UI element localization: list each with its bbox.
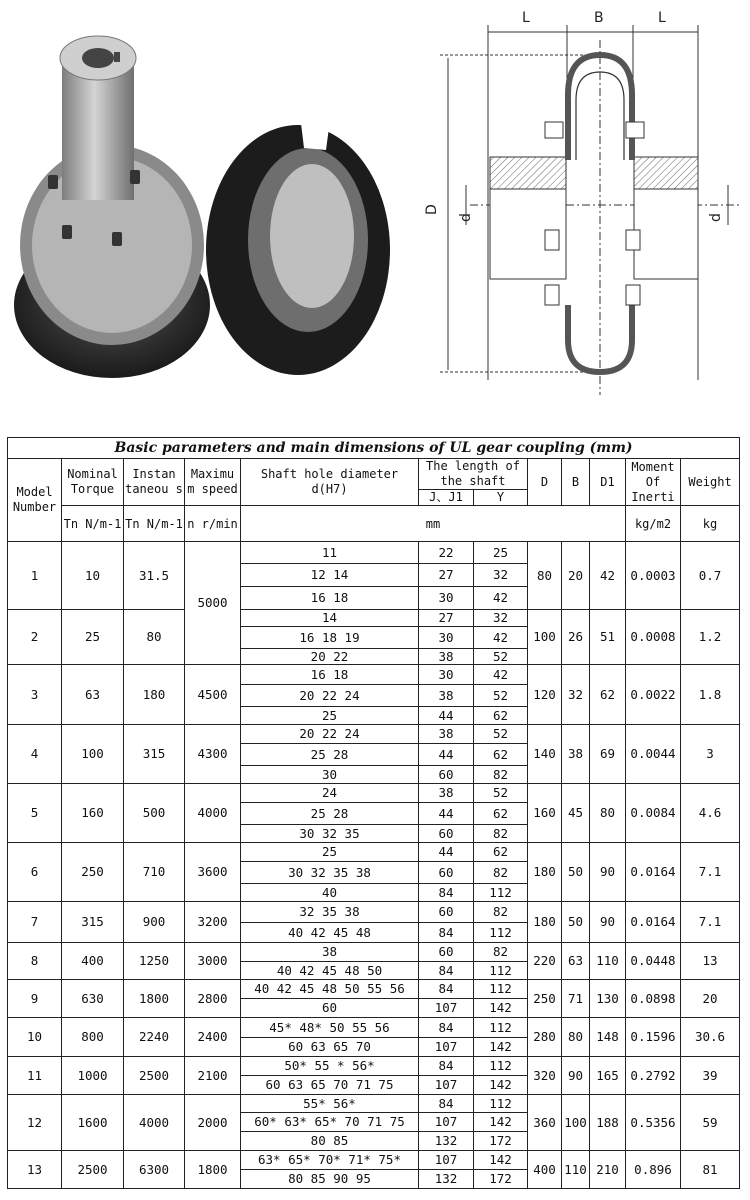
cell-length-y: 112	[474, 884, 528, 902]
cell-shaft-hole-diameter: 45* 48* 50 55 56	[241, 1018, 419, 1038]
cell-length-j: 84	[419, 962, 474, 980]
cell-shaft-hole-diameter: 55* 56*	[241, 1095, 419, 1113]
cell-shaft-hole-diameter: 32 35 38	[241, 902, 419, 923]
cell-length-y: 62	[474, 803, 528, 825]
cell-moment: 0.0898	[626, 980, 681, 1018]
cell-shaft-hole-diameter: 40 42 45 48	[241, 923, 419, 943]
cell-max-speed: 4500	[185, 665, 241, 725]
cell-length-j: 38	[419, 784, 474, 803]
cell-d-outer: 320	[528, 1057, 562, 1095]
cell-length-y: 172	[474, 1170, 528, 1189]
cell-length-j: 44	[419, 803, 474, 825]
cell-length-j: 107	[419, 1113, 474, 1132]
dim-label-l-left: L	[522, 10, 530, 26]
cell-instantaneous: 2500	[124, 1057, 185, 1095]
cell-max-speed: 3600	[185, 843, 241, 902]
cell-moment: 0.0084	[626, 784, 681, 843]
cell-shaft-hole-diameter: 60* 63* 65* 70 71 75	[241, 1113, 419, 1132]
cell-shaft-hole-diameter: 16 18	[241, 665, 419, 685]
cell-shaft-hole-diameter: 24	[241, 784, 419, 803]
table-row	[8, 1057, 740, 1076]
cell-d1: 165	[590, 1057, 626, 1095]
cell-length-y: 112	[474, 1018, 528, 1038]
unit-weight: kg	[681, 506, 740, 542]
unit-torque: Tn N/m-1	[62, 506, 124, 542]
cell-nominal-torque: 25	[62, 610, 124, 665]
cell-model: 7	[8, 902, 62, 943]
cell-d-outer: 100	[528, 610, 562, 665]
cell-instantaneous: 900	[124, 902, 185, 943]
cell-weight: 59	[681, 1095, 740, 1151]
coupling-parameters-table	[7, 437, 740, 1189]
dim-label-d-right: d	[708, 213, 724, 222]
cell-max-speed: 3200	[185, 902, 241, 943]
cell-moment: 0.2792	[626, 1057, 681, 1095]
cell-length-y: 172	[474, 1132, 528, 1151]
cell-model: 12	[8, 1095, 62, 1151]
cell-d-outer: 80	[528, 542, 562, 610]
rubber-tyre-photo	[206, 115, 390, 375]
unit-speed: n r/min	[185, 506, 241, 542]
cell-shaft-hole-diameter: 25 28	[241, 803, 419, 825]
cell-length-y: 112	[474, 923, 528, 943]
cell-length-j: 30	[419, 627, 474, 649]
table-row	[8, 843, 740, 862]
cell-d-outer: 280	[528, 1018, 562, 1057]
cell-shaft-hole-diameter: 38	[241, 943, 419, 962]
dim-label-d-outer: D	[424, 204, 440, 215]
cell-moment: 0.0164	[626, 902, 681, 943]
cell-length-y: 62	[474, 843, 528, 862]
cell-length-y: 42	[474, 627, 528, 649]
cell-length-y: 112	[474, 962, 528, 980]
cell-b: 50	[562, 902, 590, 943]
cell-shaft-hole-diameter: 20 22	[241, 649, 419, 665]
cell-length-y: 112	[474, 1095, 528, 1113]
cell-length-y: 52	[474, 685, 528, 707]
unit-moment: kg/m2	[626, 506, 681, 542]
cell-instantaneous: 2240	[124, 1018, 185, 1057]
cell-nominal-torque: 800	[62, 1018, 124, 1057]
cell-model: 4	[8, 725, 62, 784]
cell-max-speed: 1800	[185, 1151, 241, 1189]
cell-d1: 90	[590, 843, 626, 902]
cell-nominal-torque: 2500	[62, 1151, 124, 1189]
cell-length-j: 22	[419, 542, 474, 564]
cell-b: 100	[562, 1095, 590, 1151]
header-weight: Weight	[681, 459, 740, 506]
header-moment-of-inertia: Moment Of Inerti	[626, 459, 681, 506]
cell-b: 80	[562, 1018, 590, 1057]
cell-nominal-torque: 63	[62, 665, 124, 725]
cell-nominal-torque: 630	[62, 980, 124, 1018]
cell-shaft-hole-diameter: 30	[241, 766, 419, 784]
cell-shaft-hole-diameter: 30 32 35 38	[241, 862, 419, 884]
cell-model: 8	[8, 943, 62, 980]
cell-d-outer: 160	[528, 784, 562, 843]
cell-moment: 0.896	[626, 1151, 681, 1189]
cell-moment: 0.0022	[626, 665, 681, 725]
table-row	[8, 943, 740, 962]
cell-shaft-hole-diameter: 50* 55 * 56*	[241, 1057, 419, 1076]
header-instantaneous: Instan taneou s	[124, 459, 185, 506]
cell-d-outer: 120	[528, 665, 562, 725]
cell-d1: 188	[590, 1095, 626, 1151]
cell-nominal-torque: 400	[62, 943, 124, 980]
cell-b: 45	[562, 784, 590, 843]
cell-shaft-hole-diameter: 11	[241, 542, 419, 564]
cell-weight: 1.2	[681, 610, 740, 665]
coupling-product-image	[0, 0, 750, 432]
cell-length-y: 82	[474, 902, 528, 923]
cell-length-j: 30	[419, 587, 474, 610]
cell-weight: 81	[681, 1151, 740, 1189]
cell-length-y: 142	[474, 1038, 528, 1057]
cell-instantaneous: 80	[124, 610, 185, 665]
cell-instantaneous: 4000	[124, 1095, 185, 1151]
table-row	[8, 665, 740, 685]
cell-length-j: 60	[419, 862, 474, 884]
cell-nominal-torque: 10	[62, 542, 124, 610]
cell-model: 13	[8, 1151, 62, 1189]
cell-model: 10	[8, 1018, 62, 1057]
cell-d-outer: 140	[528, 725, 562, 784]
cell-d1: 62	[590, 665, 626, 725]
cell-max-speed: 4000	[185, 784, 241, 843]
cell-d1: 69	[590, 725, 626, 784]
header-shaft-hole-diameter: Shaft hole diameter d(H7)	[241, 459, 419, 506]
cell-weight: 20	[681, 980, 740, 1018]
cell-model: 9	[8, 980, 62, 1018]
cell-shaft-hole-diameter: 40 42 45 48 50 55 56	[241, 980, 419, 999]
header-max-speed: Maximu m speed	[185, 459, 241, 506]
cell-max-speed: 2000	[185, 1095, 241, 1151]
cell-length-y: 25	[474, 542, 528, 564]
cell-length-j: 44	[419, 707, 474, 725]
cell-length-j: 107	[419, 1038, 474, 1057]
dim-label-d-left: d	[458, 213, 474, 222]
cell-length-y: 42	[474, 665, 528, 685]
cell-length-j: 38	[419, 685, 474, 707]
cell-shaft-hole-diameter: 80 85	[241, 1132, 419, 1151]
cell-length-y: 52	[474, 649, 528, 665]
table-row	[8, 542, 740, 564]
cell-d-outer: 220	[528, 943, 562, 980]
cell-nominal-torque: 100	[62, 725, 124, 784]
cell-length-y: 32	[474, 564, 528, 587]
dim-label-b: B	[594, 10, 604, 26]
cell-instantaneous: 710	[124, 843, 185, 902]
cell-shaft-hole-diameter: 25 28	[241, 744, 419, 766]
cell-d1: 130	[590, 980, 626, 1018]
cell-b: 63	[562, 943, 590, 980]
dim-label-l-right: L	[658, 10, 666, 26]
cell-length-j: 84	[419, 1095, 474, 1113]
cell-d1: 110	[590, 943, 626, 980]
header-b: B	[562, 459, 590, 506]
cell-length-j: 107	[419, 1151, 474, 1170]
cell-d-outer: 400	[528, 1151, 562, 1189]
cell-length-y: 142	[474, 1113, 528, 1132]
cell-shaft-hole-diameter: 16 18 19	[241, 627, 419, 649]
cell-length-j: 84	[419, 1018, 474, 1038]
cell-length-y: 82	[474, 825, 528, 843]
cell-moment: 0.1596	[626, 1018, 681, 1057]
table-row	[8, 902, 740, 923]
cell-model: 3	[8, 665, 62, 725]
cell-instantaneous: 1800	[124, 980, 185, 1018]
cell-length-j: 27	[419, 610, 474, 627]
cell-shaft-hole-diameter: 20 22 24	[241, 685, 419, 707]
header-model-number: Model Number	[8, 459, 62, 542]
cell-d-outer: 250	[528, 980, 562, 1018]
cell-nominal-torque: 315	[62, 902, 124, 943]
table-row	[8, 980, 740, 999]
cell-b: 20	[562, 542, 590, 610]
cell-max-speed: 2400	[185, 1018, 241, 1057]
cell-b: 26	[562, 610, 590, 665]
cell-moment: 0.0003	[626, 542, 681, 610]
cell-length-y: 112	[474, 1057, 528, 1076]
cell-shaft-hole-diameter: 30 32 35	[241, 825, 419, 843]
cell-length-y: 142	[474, 1151, 528, 1170]
cell-length-j: 107	[419, 999, 474, 1018]
cell-length-y: 142	[474, 1076, 528, 1095]
cell-length-j: 60	[419, 902, 474, 923]
cell-nominal-torque: 250	[62, 843, 124, 902]
cell-weight: 3	[681, 725, 740, 784]
cell-d1: 80	[590, 784, 626, 843]
cell-moment: 0.0164	[626, 843, 681, 902]
cell-length-j: 27	[419, 564, 474, 587]
cell-instantaneous: 1250	[124, 943, 185, 980]
cell-model: 6	[8, 843, 62, 902]
cell-d1: 210	[590, 1151, 626, 1189]
cell-length-j: 84	[419, 884, 474, 902]
cell-length-j: 107	[419, 1076, 474, 1095]
cell-shaft-hole-diameter: 14	[241, 610, 419, 627]
cell-d1: 90	[590, 902, 626, 943]
cell-length-j: 132	[419, 1170, 474, 1189]
cell-shaft-hole-diameter: 60	[241, 999, 419, 1018]
header-j-j1: J、J1	[419, 490, 474, 506]
cell-moment: 0.0044	[626, 725, 681, 784]
cell-nominal-torque: 1000	[62, 1057, 124, 1095]
cell-b: 38	[562, 725, 590, 784]
cell-model: 1	[8, 542, 62, 610]
cell-shaft-hole-diameter: 40 42 45 48 50	[241, 962, 419, 980]
cell-length-y: 112	[474, 980, 528, 999]
header-shaft-length: The length of the shaft	[419, 459, 528, 490]
cell-shaft-hole-diameter: 63* 65* 70* 71* 75*	[241, 1151, 419, 1170]
cell-length-y: 32	[474, 610, 528, 627]
cell-b: 90	[562, 1057, 590, 1095]
cell-weight: 1.8	[681, 665, 740, 725]
cell-weight: 7.1	[681, 843, 740, 902]
table-row	[8, 725, 740, 744]
cell-length-j: 60	[419, 943, 474, 962]
cell-length-y: 52	[474, 784, 528, 803]
cell-max-speed: 3000	[185, 943, 241, 980]
cell-b: 32	[562, 665, 590, 725]
cell-length-y: 52	[474, 725, 528, 744]
cell-moment: 0.0008	[626, 610, 681, 665]
table-row	[8, 1151, 740, 1170]
table-title: Basic parameters and main dimensions of UL gear coupling (mm)	[8, 438, 740, 459]
cell-instantaneous: 315	[124, 725, 185, 784]
cell-length-j: 38	[419, 725, 474, 744]
coupling-hub-photo	[14, 36, 210, 378]
cell-b: 110	[562, 1151, 590, 1189]
table-row	[8, 610, 740, 627]
coupling-technical-drawing	[440, 25, 740, 395]
unit-mm: mm	[241, 506, 626, 542]
cell-d1: 42	[590, 542, 626, 610]
cell-shaft-hole-diameter: 40	[241, 884, 419, 902]
header-y: Y	[474, 490, 528, 506]
cell-length-j: 132	[419, 1132, 474, 1151]
cell-nominal-torque: 1600	[62, 1095, 124, 1151]
table-row	[8, 1095, 740, 1113]
header-d-outer: D	[528, 459, 562, 506]
cell-length-j: 84	[419, 923, 474, 943]
cell-max-speed: 2100	[185, 1057, 241, 1095]
cell-d-outer: 360	[528, 1095, 562, 1151]
cell-length-y: 82	[474, 766, 528, 784]
cell-model: 11	[8, 1057, 62, 1095]
cell-length-j: 84	[419, 980, 474, 999]
header-nominal-torque: Nominal Torque	[62, 459, 124, 506]
cell-moment: 0.0448	[626, 943, 681, 980]
cell-length-j: 30	[419, 665, 474, 685]
cell-shaft-hole-diameter: 25	[241, 707, 419, 725]
cell-shaft-hole-diameter: 80 85 90 95	[241, 1170, 419, 1189]
cell-d1: 51	[590, 610, 626, 665]
table-row	[8, 1018, 740, 1038]
cell-length-y: 82	[474, 862, 528, 884]
cell-shaft-hole-diameter: 20 22 24	[241, 725, 419, 744]
cell-b: 50	[562, 843, 590, 902]
cell-length-y: 142	[474, 999, 528, 1018]
cell-instantaneous: 31.5	[124, 542, 185, 610]
cell-weight: 4.6	[681, 784, 740, 843]
cell-weight: 13	[681, 943, 740, 980]
cell-moment: 0.5356	[626, 1095, 681, 1151]
cell-model: 2	[8, 610, 62, 665]
cell-weight: 0.7	[681, 542, 740, 610]
cell-length-j: 44	[419, 744, 474, 766]
table-row	[8, 784, 740, 803]
cell-shaft-hole-diameter: 16 18	[241, 587, 419, 610]
cell-shaft-hole-diameter: 25	[241, 843, 419, 862]
cell-d-outer: 180	[528, 902, 562, 943]
unit-instantaneous: Tn N/m-1	[124, 506, 185, 542]
cell-length-j: 44	[419, 843, 474, 862]
cell-length-y: 42	[474, 587, 528, 610]
cell-d1: 148	[590, 1018, 626, 1057]
cell-instantaneous: 6300	[124, 1151, 185, 1189]
cell-length-y: 62	[474, 707, 528, 725]
cell-max-speed: 2800	[185, 980, 241, 1018]
cell-shaft-hole-diameter: 60 63 65 70	[241, 1038, 419, 1057]
cell-shaft-hole-diameter: 12 14	[241, 564, 419, 587]
cell-shaft-hole-diameter: 60 63 65 70 71 75	[241, 1076, 419, 1095]
cell-d-outer: 180	[528, 843, 562, 902]
cell-length-j: 60	[419, 825, 474, 843]
cell-b: 71	[562, 980, 590, 1018]
cell-weight: 7.1	[681, 902, 740, 943]
cell-nominal-torque: 160	[62, 784, 124, 843]
cell-max-speed: 4300	[185, 725, 241, 784]
cell-length-y: 82	[474, 943, 528, 962]
cell-weight: 39	[681, 1057, 740, 1095]
cell-instantaneous: 180	[124, 665, 185, 725]
cell-length-j: 60	[419, 766, 474, 784]
cell-max-speed: 5000	[185, 542, 241, 665]
header-d1: D1	[590, 459, 626, 506]
cell-weight: 30.6	[681, 1018, 740, 1057]
cell-length-y: 62	[474, 744, 528, 766]
cell-model: 5	[8, 784, 62, 843]
cell-instantaneous: 500	[124, 784, 185, 843]
cell-length-j: 84	[419, 1057, 474, 1076]
cell-length-j: 38	[419, 649, 474, 665]
